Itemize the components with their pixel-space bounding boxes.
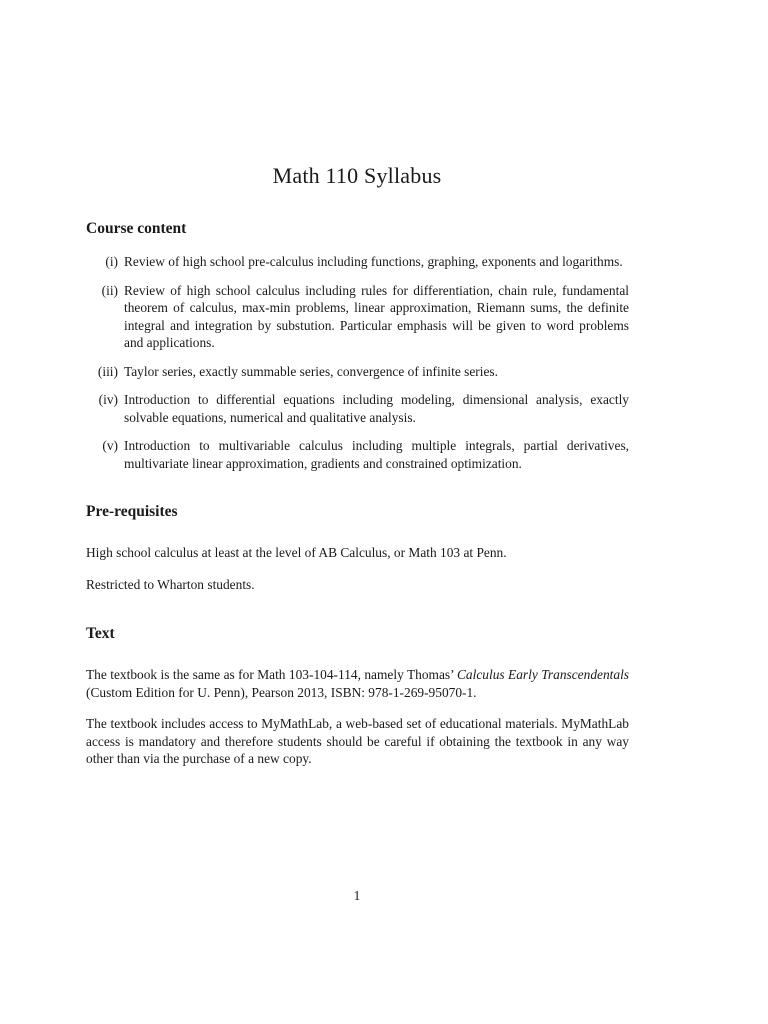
document-body xyxy=(86,219,629,782)
prerequisites-paragraph-1: High school calculus at least at the level of AB Calculus, or Math 103 at Penn. xyxy=(86,545,507,560)
list-item-text: Taylor series, exactly summable series, convergence of infinite series. xyxy=(124,363,498,379)
list-item-text: Introduction to multivariable calculus including multiple integrals, partial derivatives, multivariate linear approximation, gradients and constrained optimization. xyxy=(124,438,629,471)
textbook-paragraph xyxy=(86,666,629,701)
list-item-text: Introduction to differential equations including modeling, dimensional analysis, exactly solvable equations, numerical and qualitative analysis. xyxy=(124,392,629,425)
textbook-paragraph-lead: The textbook is the same as for Math 103-104-114, namely Thomas’ xyxy=(86,667,457,682)
textbook-paragraph-details: (Custom Edition for U. Penn), Pearson 2013, ISBN: 978-1-269-95070-1. xyxy=(86,684,477,700)
mymathlab-paragraph: The textbook includes access to MyMathLab, a web-based set of educational materials. MyMathLab access is mandatory and therefore students should be careful if obtaining the textbook in any way other than via the purchase of a new copy. xyxy=(86,716,629,766)
list-item-number: (v) xyxy=(102,438,118,453)
section-heading-course-content: Course content xyxy=(86,220,187,237)
section-heading-prerequisites: Pre-requisites xyxy=(86,503,178,520)
page-title: Math 110 Syllabus xyxy=(272,163,442,188)
list-item-number: (iii) xyxy=(97,363,118,379)
page-number: 1 xyxy=(353,888,361,903)
textbook-title: Calculus Early Transcendentals xyxy=(457,667,629,682)
section-heading-text: Text xyxy=(86,625,115,642)
list-item-text: Review of high school calculus including rules for differentiation, chain rule, fundamental theorem of calculus, max-min problems, linear approximation, Riemann sums, the definite integral and integration by substution. Particular emphasis will be given to word problems and applications. xyxy=(124,282,629,350)
list-item-number: (iv) xyxy=(98,392,118,407)
list-item-text: Review of high school pre-calculus including functions, graphing, exponents and logarithms. xyxy=(124,254,623,269)
list-item xyxy=(86,363,629,381)
list-item-number: (ii) xyxy=(101,282,118,298)
list-item xyxy=(86,282,629,352)
list-item xyxy=(86,253,629,271)
list-item xyxy=(86,437,629,472)
list-item-number: (i) xyxy=(105,254,118,269)
course-content-list xyxy=(86,253,629,472)
prerequisites-paragraph-2: Restricted to Wharton students. xyxy=(86,576,255,592)
list-item xyxy=(86,391,629,426)
